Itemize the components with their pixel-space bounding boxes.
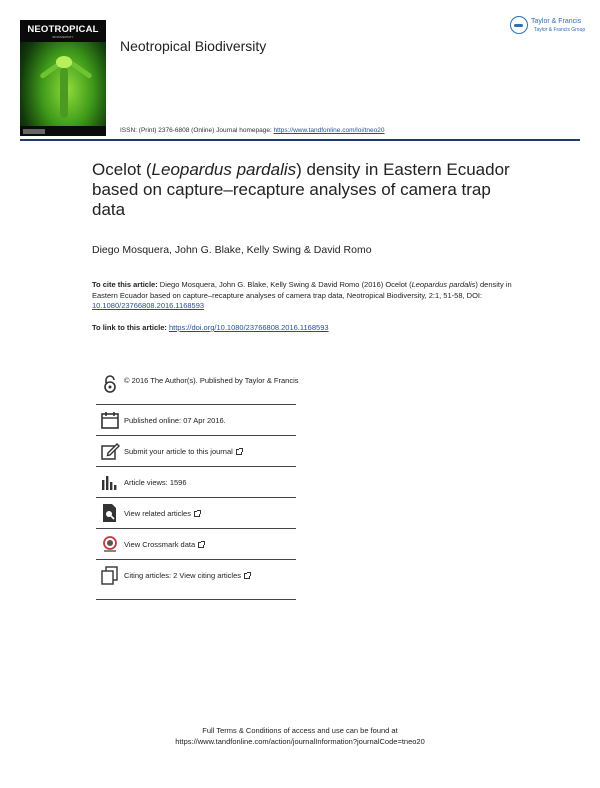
- cover-subtitle: BIODIVERSITY: [52, 35, 74, 39]
- calendar-icon: [100, 410, 120, 430]
- related-articles-link[interactable]: [124, 509, 200, 519]
- citing-articles-icon: [100, 565, 120, 585]
- article-link-line: [92, 323, 329, 332]
- article-title: [92, 160, 512, 220]
- citation: [92, 280, 512, 312]
- article-info-list: [96, 370, 299, 600]
- list-item-submit[interactable]: [96, 436, 296, 467]
- citation-text: Diego Mosquera, John G. Blake, Kelly Swing & David Romo (2016) Ocelot (: [157, 280, 412, 289]
- cover-footer: [20, 126, 106, 136]
- related-articles-label: View related articles: [124, 509, 191, 518]
- issn-line: [120, 127, 385, 134]
- link-label: To link to this article:: [92, 323, 169, 332]
- footer-terms: [0, 726, 600, 747]
- edit-icon: [100, 441, 120, 461]
- citation-text: ) density in Eastern Ecuador based on capture–recapture analyses of camera trap data, Neotropical Biodiversity, 2:1, 51-58, DOI:: [92, 280, 512, 300]
- list-item-views: [96, 467, 296, 498]
- external-link-icon: [198, 542, 204, 548]
- publisher-name: Taylor & Francis: [531, 18, 582, 25]
- title-text: Ocelot (: [92, 160, 152, 179]
- list-item-published: [96, 405, 296, 436]
- list-item-related[interactable]: [96, 498, 296, 529]
- journal-cover: [20, 20, 106, 136]
- publisher-subname: Taylor & Francis Group: [534, 27, 586, 33]
- doi-link[interactable]: 10.1080/23766808.2016.1168593: [92, 301, 205, 310]
- article-link[interactable]: https://doi.org/10.1080/23766808.2016.1168593: [168, 323, 329, 332]
- list-item-license: [96, 370, 299, 405]
- cover-artwork: [60, 68, 68, 118]
- submit-article-label: Submit your article to this journal: [124, 447, 233, 456]
- bar-chart-icon: [100, 472, 120, 492]
- publisher-logo-icon: [510, 16, 528, 34]
- published-date: Published online: 07 Apr 2016.: [124, 416, 226, 425]
- open-access-icon: [100, 374, 120, 394]
- header-rule: [20, 139, 580, 141]
- license-text: © 2016 The Author(s). Published by Taylor & Francis: [124, 376, 299, 385]
- title-species: Leopardus pardalis: [151, 160, 297, 179]
- external-link-icon: [236, 449, 242, 455]
- cover-artwork: [56, 56, 72, 68]
- citing-articles-label: Citing articles: 2 View citing articles: [124, 571, 241, 580]
- journal-homepage-link[interactable]: https://www.tandfonline.com/loi/tneo20: [273, 127, 385, 134]
- journal-name: Neotropical Biodiversity: [120, 38, 267, 54]
- cover-logo: [23, 129, 45, 134]
- publisher-logo[interactable]: [510, 16, 586, 38]
- article-views: Article views: 1596: [124, 478, 187, 487]
- list-item-citing[interactable]: [96, 560, 296, 600]
- external-link-icon: [244, 573, 250, 579]
- external-link-icon: [194, 511, 200, 517]
- issn-text: ISSN: (Print) 2376-6808 (Online) Journal homepage:: [120, 127, 274, 134]
- citation-species: Leopardus pardalis: [411, 280, 476, 289]
- list-item-crossmark[interactable]: [96, 529, 296, 560]
- footer-line-1: Full Terms & Conditions of access and use can be found at: [202, 726, 398, 735]
- crossmark-icon: [100, 534, 120, 554]
- submit-article-link[interactable]: [124, 447, 242, 457]
- search-document-icon: [100, 503, 120, 523]
- footer-terms-link[interactable]: https://www.tandfonline.com/action/journalInformation?journalCode=tneo20: [175, 736, 425, 746]
- crossmark-link[interactable]: [124, 540, 204, 550]
- title-text: ) density in Eastern Ecuador based on capture–recapture analyses of camera trap data: [92, 160, 510, 219]
- citation-label: To cite this article:: [92, 280, 158, 289]
- cover-title: NEOTROPICAL: [27, 24, 99, 35]
- crossmark-label: View Crossmark data: [124, 540, 196, 549]
- article-authors: Diego Mosquera, John G. Blake, Kelly Swing & David Romo: [92, 244, 372, 256]
- citing-articles-link[interactable]: [124, 571, 250, 581]
